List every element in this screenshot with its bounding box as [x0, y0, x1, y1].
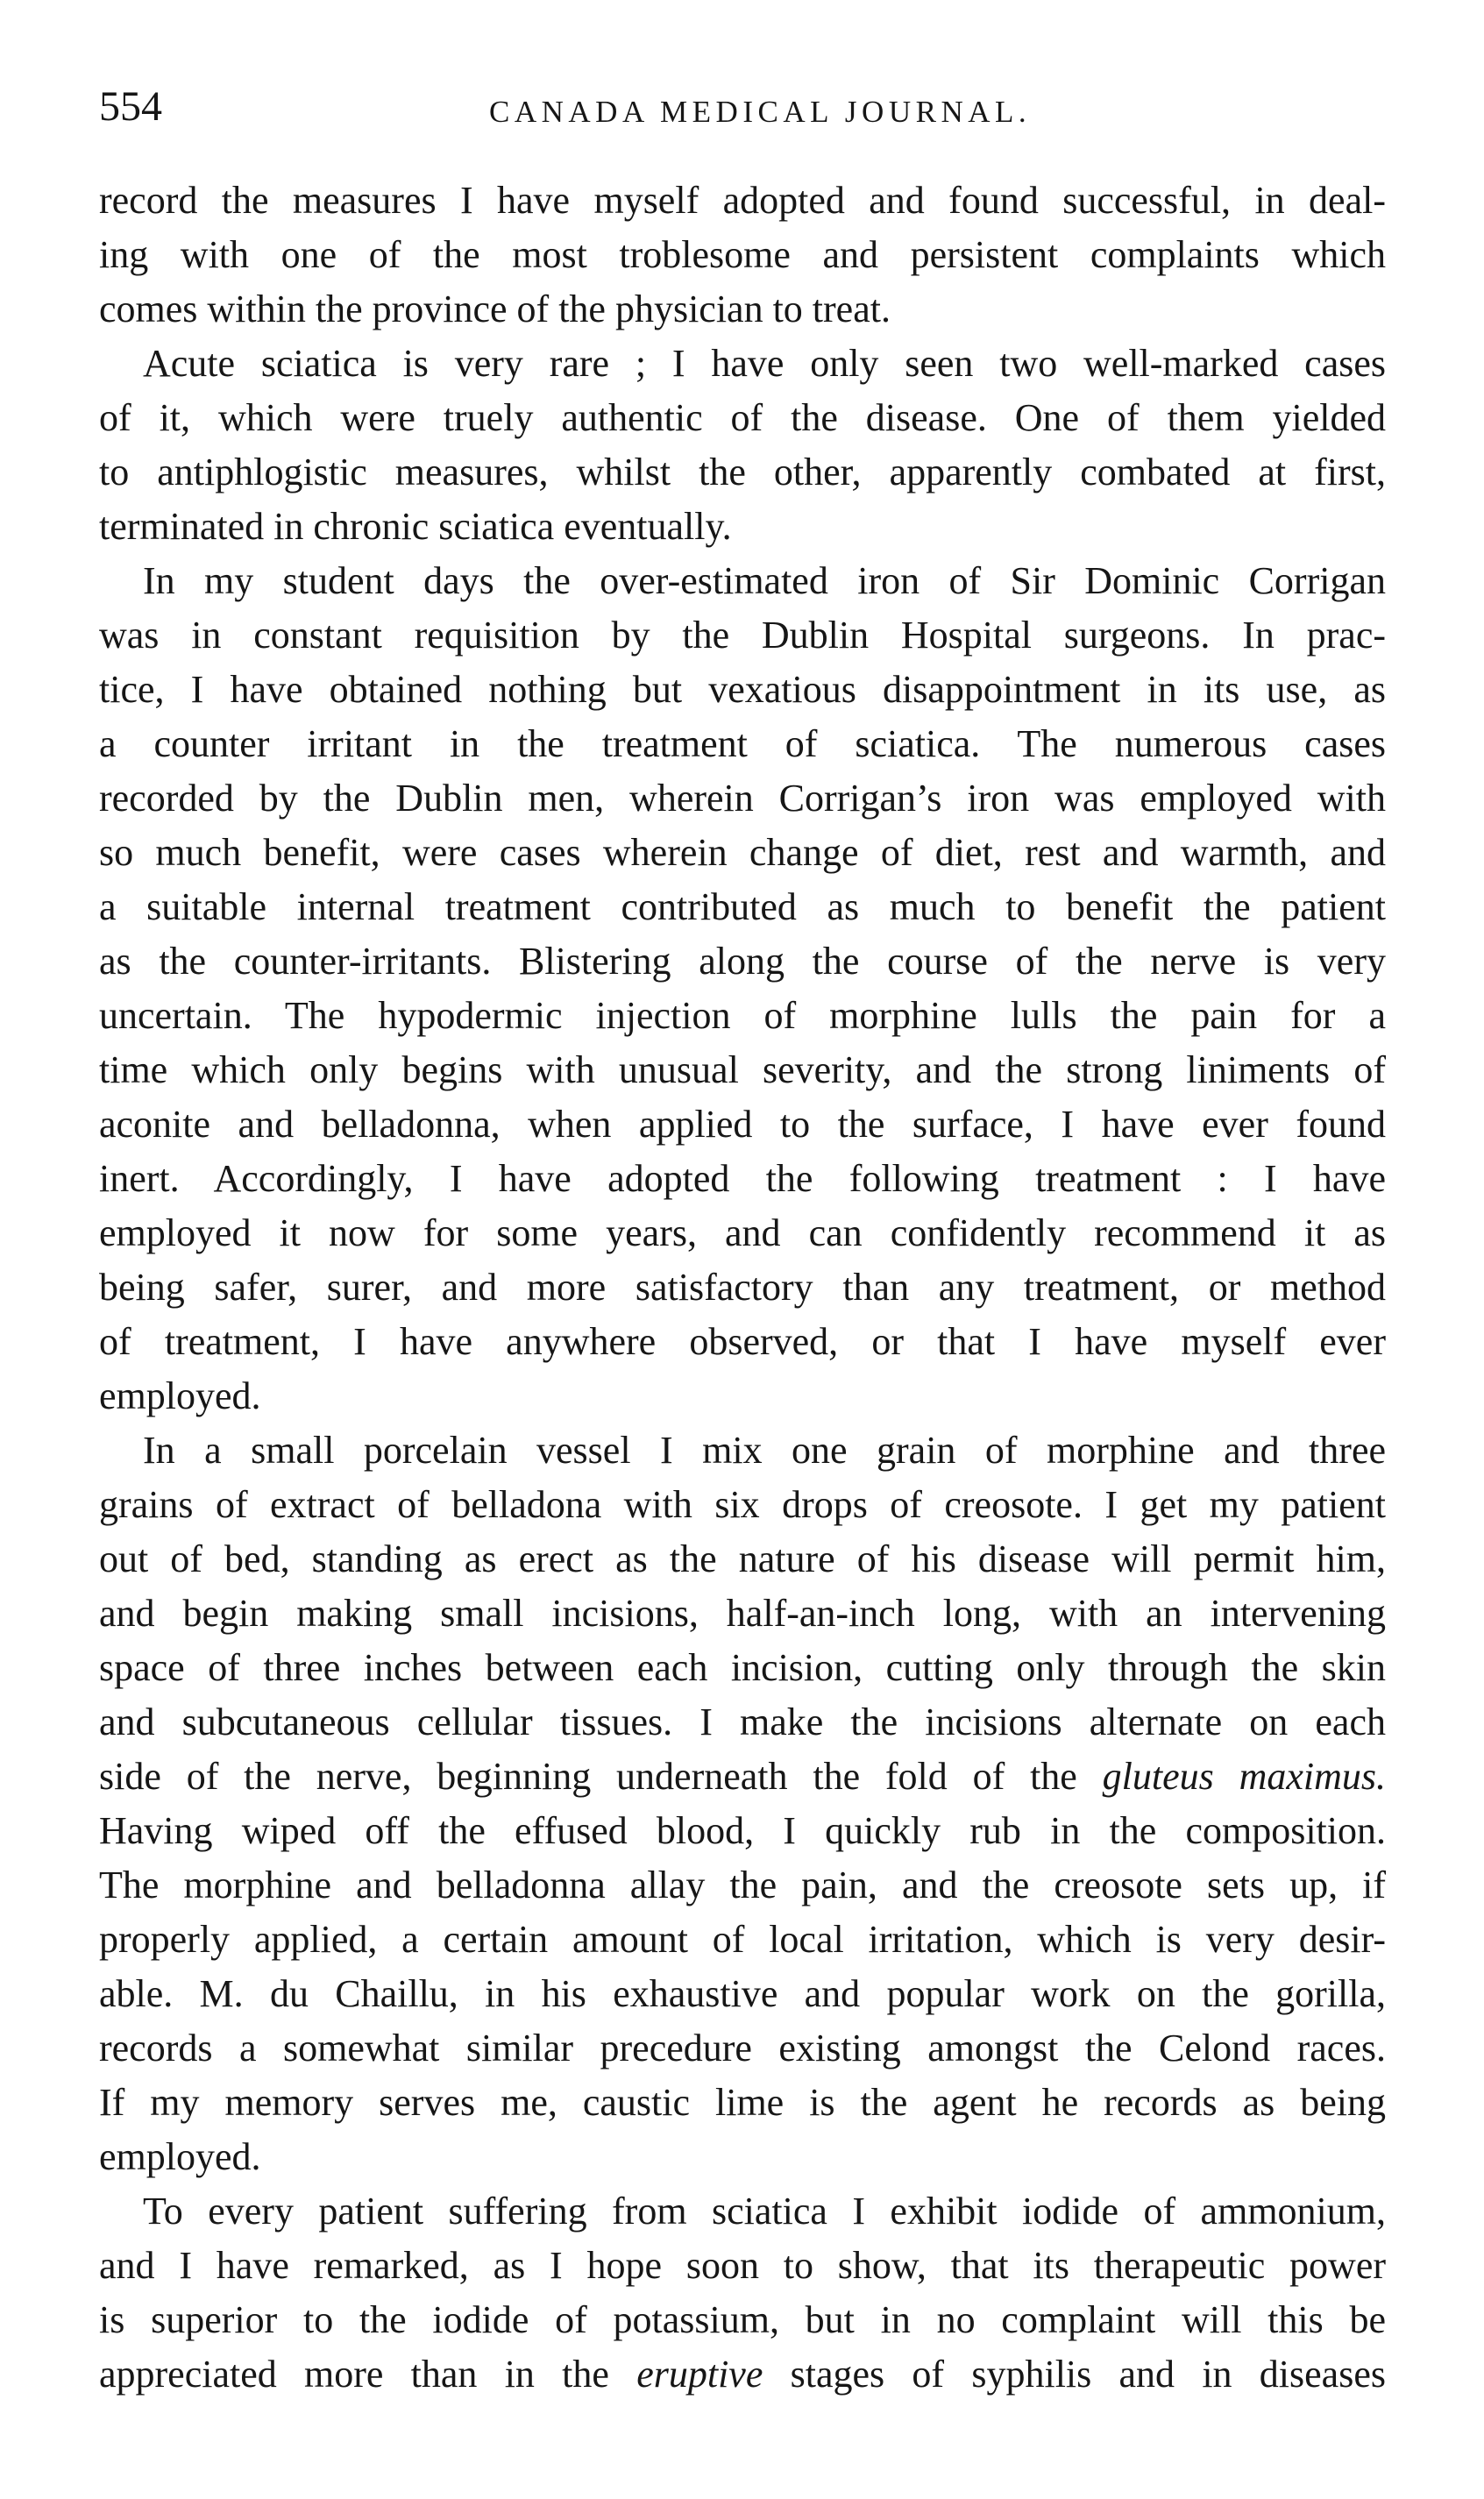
running-title: CANADA MEDICAL JOURNAL.	[489, 95, 1032, 129]
text-line: employed it now for some years, and can confidently recommend it as	[99, 1211, 1386, 1254]
text-line: comes within the province of the physician to treat.	[99, 288, 891, 330]
text-line: If my memory serves me, caustic lime is the agent he records as being	[99, 2081, 1386, 2124]
text-line: as the counter-irritants. Blistering along the course of the nerve is very	[99, 940, 1386, 983]
text-line: recorded by the Dublin men, wherein Corrigan’s iron was employed with	[99, 777, 1386, 820]
text-line: was in constant requisition by the Dublin Hospital surgeons. In prac-	[99, 614, 1386, 657]
paragraph	[99, 337, 1386, 554]
text-line: terminated in chronic sciatica eventually.	[99, 505, 732, 548]
paragraph	[99, 2184, 1386, 2402]
text-line: being safer, surer, and more satisfactory than any treatment, or method	[99, 1266, 1386, 1309]
text-line: properly applied, a certain amount of local irritation, which is very desir-	[99, 1918, 1386, 1961]
text-line: and I have remarked, as I hope soon to show, that its therapeutic power	[99, 2244, 1386, 2287]
text-segment: stages of syphilis and in diseases	[763, 2353, 1386, 2396]
text-line: space of three inches between each incision, cutting only through the skin	[99, 1646, 1386, 1689]
text-line: In my student days the over-estimated iron of Sir Dominic Corrigan	[143, 559, 1386, 602]
text-line: is superior to the iodide of potassium, but in no complaint will this be	[99, 2298, 1386, 2341]
text-line: Acute sciatica is very rare ; I have only seen two well-marked cases	[143, 342, 1386, 385]
paragraph	[99, 1423, 1386, 2184]
text-line: tice, I have obtained nothing but vexatious disappointment in its use, as	[99, 668, 1386, 711]
text-line: In a small porcelain vessel I mix one grain of morphine and three	[143, 1429, 1386, 1472]
text-line: of it, which were truely authentic of the disease. One of them yielded	[99, 396, 1386, 439]
text-line: so much benefit, were cases wherein change of diet, rest and warmth, and	[99, 831, 1386, 874]
text-segment: side of the nerve, beginning underneath the fold of the	[99, 1755, 1103, 1798]
paragraph	[99, 554, 1386, 1423]
text-line: a counter irritant in the treatment of sciatica. The numerous cases	[99, 722, 1386, 765]
italic-term: gluteus maximus.	[1102, 1755, 1387, 1798]
text-line: aconite and belladonna, when applied to the surface, I have ever found	[99, 1103, 1386, 1146]
text-line: and subcutaneous cellular tissues. I make the incisions alternate on each	[99, 1700, 1386, 1743]
text-line: To every patient suffering from sciatica I exhibit iodide of ammonium,	[143, 2190, 1386, 2233]
text-line: The morphine and belladonna allay the pain, and the creosote sets up, if	[99, 1864, 1386, 1906]
text-line: ing with one of the most troblesome and persistent complaints which	[99, 233, 1386, 276]
text-line: employed.	[99, 2135, 261, 2178]
text-line: and begin making small incisions, half-an-inch long, with an intervening	[99, 1592, 1386, 1635]
text-line: Having wiped off the effused blood, I quickly rub in the composition.	[99, 1809, 1386, 1852]
text-line: record the measures I have myself adopted and found successful, in deal-	[99, 179, 1386, 222]
text-line: of treatment, I have anywhere observed, or that I have myself ever	[99, 1320, 1386, 1363]
page-number: 554	[99, 83, 162, 130]
text-line: time which only begins with unusual severity, and the strong liniments of	[99, 1048, 1386, 1091]
text-segment: appreciated more than in the	[99, 2353, 637, 2396]
text-line: uncertain. The hypodermic injection of morphine lulls the pain for a	[99, 994, 1386, 1037]
italic-term: eruptive	[636, 2353, 763, 2396]
paragraph	[99, 174, 1386, 337]
text-line	[99, 2347, 1386, 2402]
text-line: employed.	[99, 1374, 261, 1417]
text-line: to antiphlogistic measures, whilst the other, apparently combated at first,	[99, 451, 1386, 493]
text-line: out of bed, standing as erect as the nature of his disease will permit him,	[99, 1537, 1386, 1580]
article-body	[99, 174, 1386, 2402]
text-line: records a somewhat similar precedure existing amongst the Celond races.	[99, 2027, 1386, 2069]
text-line: a suitable internal treatment contributed as much to benefit the patient	[99, 885, 1386, 928]
text-line: inert. Accordingly, I have adopted the following treatment : I have	[99, 1157, 1386, 1200]
text-line: grains of extract of belladona with six drops of creosote. I get my patient	[99, 1483, 1386, 1526]
text-line: able. M. du Chaillu, in his exhaustive and popular work on the gorilla,	[99, 1972, 1386, 2015]
text-line	[99, 1750, 1386, 1804]
